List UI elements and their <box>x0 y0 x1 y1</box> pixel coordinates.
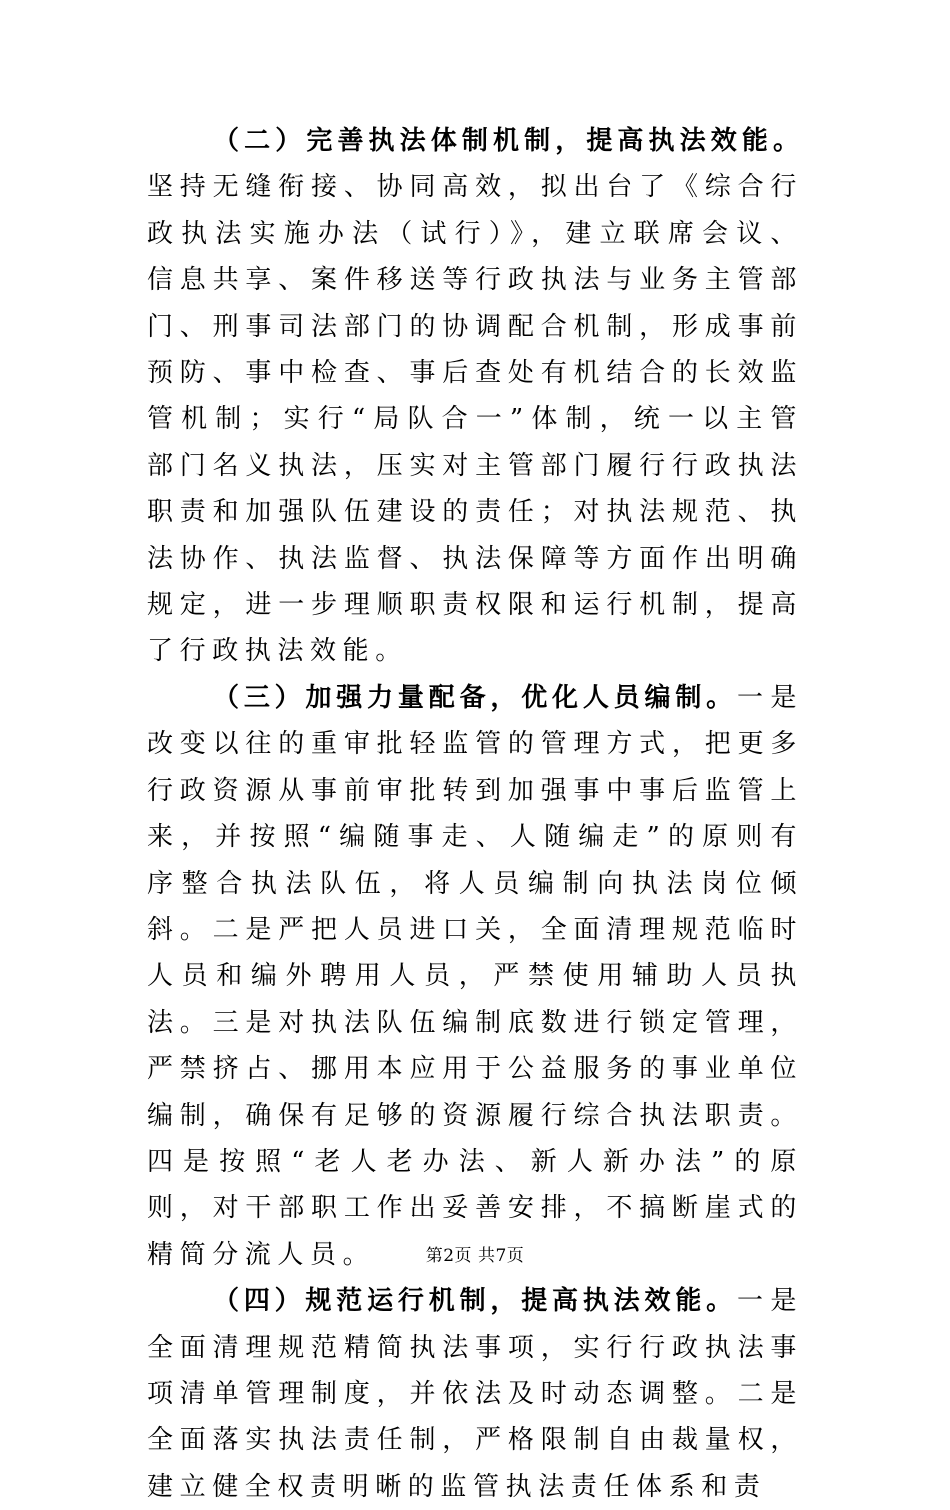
paragraph-3 <box>147 675 803 1278</box>
page-number-footer: 第2页 共7页 <box>425 1246 525 1266</box>
document-body <box>147 118 803 1510</box>
paragraph-4-text: 一是全面清理规范精简执法事项，实行行政执法事项清单管理制度，并依法及时动态调整。二是全面落实执法责任制，严格限制自由裁量权，建立健全权责明晰的监管执法责任体系和责 <box>147 1286 803 1502</box>
paragraph-3-heading: （三）加强力量配备，优化人员编制。 <box>213 682 737 713</box>
paragraph-4-heading: （四）规范运行机制，提高执法效能。 <box>213 1286 737 1317</box>
paragraph-2 <box>147 118 803 675</box>
paragraph-2-heading: （二）完善执法体制机制，提高执法效能。 <box>213 126 803 156</box>
paragraph-2-text: 坚持无缝衔接、协同高效，拟出台了《综合行政执法实施办法（试行）》，建立联席会议、信息共享、案件移送等行政执法与业务主管部门、刑事司法部门的协调配合机制，形成事前预防、事中检查、事后查处有机结合的长效监管机制；实行“局队合一”体制，统一以主管部门名义执法，压实对主管部门履行行政执法职责和加强队伍建设的责任；对执法规范、执法协作、执法监督、执法保障等方面作出明确规定，进一步理顺职责权限和运行机制，提高了行政执法效能。 <box>147 172 803 667</box>
paragraph-4 <box>147 1278 803 1510</box>
paragraph-3-text: 一是改变以往的重审批轻监管的管理方式，把更多行政资源从事前审批转到加强事中事后监管上来，并按照“编随事走、人随编走”的原则有序整合执法队伍，将人员编制向执法岗位倾斜。二是严把人员进口关，全面清理规范临时人员和编外聘用人员，严禁使用辅助人员执法。三是对执法队伍编制底数进行锁定管理，严禁挤占、挪用本应用于公益服务的事业单位编制，确保有足够的资源履行综合执法职责。四是按照“老人老办法、新人新办法”的原则，对干部职工作出妥善安排，不搞断崖式的精简分流人员。 <box>147 682 803 1270</box>
